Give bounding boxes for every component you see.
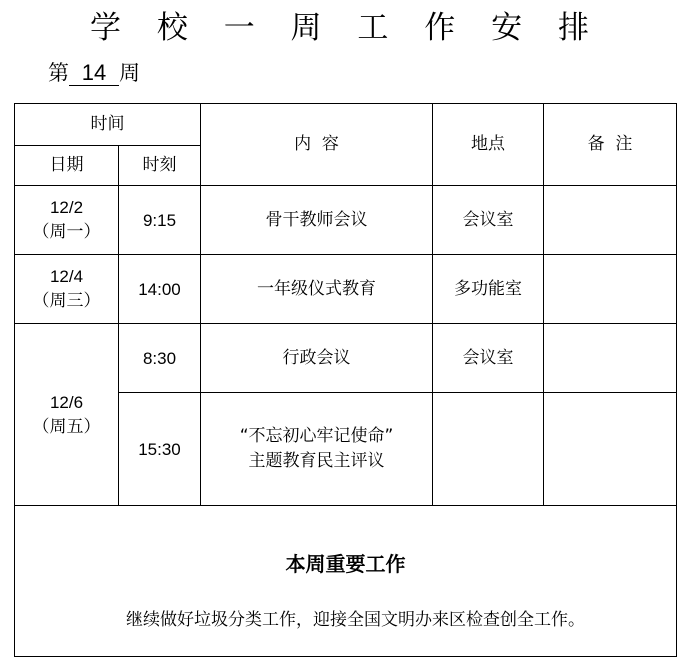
remark-cell: [544, 324, 677, 393]
summary-row: [15, 506, 677, 657]
location-cell: 多功能室: [433, 255, 544, 324]
header-row-top: [15, 104, 677, 146]
time-cell: 9:15: [119, 186, 201, 255]
table-row: [15, 186, 677, 255]
time-cell: 8:30: [119, 324, 201, 393]
remark-cell: [544, 186, 677, 255]
schedule-table: [14, 103, 677, 657]
summary-title: 本周重要工作: [285, 552, 406, 576]
week-indicator: [48, 58, 140, 88]
table-row: [15, 324, 677, 393]
date-cell: [15, 186, 119, 255]
content-line-2: 主题教育民主评议: [248, 451, 385, 471]
remark-cell: [544, 393, 677, 506]
week-number: 14: [69, 61, 119, 86]
header-content: 内 容: [201, 104, 433, 186]
date-value: 12/6: [49, 392, 84, 412]
table-row: [15, 255, 677, 324]
time-cell: 15:30: [119, 393, 201, 506]
date-cell: [15, 255, 119, 324]
week-suffix: 周: [119, 61, 140, 85]
location-cell: 会议室: [433, 324, 544, 393]
location-cell: [433, 393, 544, 506]
summary-cell: [15, 506, 677, 657]
remark-cell: [544, 255, 677, 324]
summary-text: 继续做好垃圾分类工作，迎接全国文明办来区检查创全工作。: [126, 610, 585, 630]
week-prefix: 第: [48, 61, 69, 85]
header-date: 日期: [15, 146, 119, 186]
page-title: 学 校 一 周 工 作 安 排: [90, 10, 602, 46]
content-cell: [201, 393, 433, 506]
header-moment: 时刻: [119, 146, 201, 186]
header-remarks: 备 注: [544, 104, 677, 186]
location-cell: 会议室: [433, 186, 544, 255]
weekday-value: （周五）: [32, 416, 101, 437]
weekday-value: （周一）: [32, 222, 101, 242]
content-cell: 一年级仪式教育: [201, 255, 433, 324]
header-time: 时间: [15, 104, 201, 146]
header-location: 地点: [433, 104, 544, 186]
date-value: 12/2: [49, 198, 84, 217]
date-cell: [15, 324, 119, 506]
content-cell: 骨干教师会议: [201, 186, 433, 255]
date-value: 12/4: [49, 267, 84, 286]
content-line-1: “不忘初心牢记使命”: [239, 426, 394, 446]
content-cell: 行政会议: [201, 324, 433, 393]
time-cell: 14:00: [119, 255, 201, 324]
weekday-value: （周三）: [32, 291, 101, 311]
